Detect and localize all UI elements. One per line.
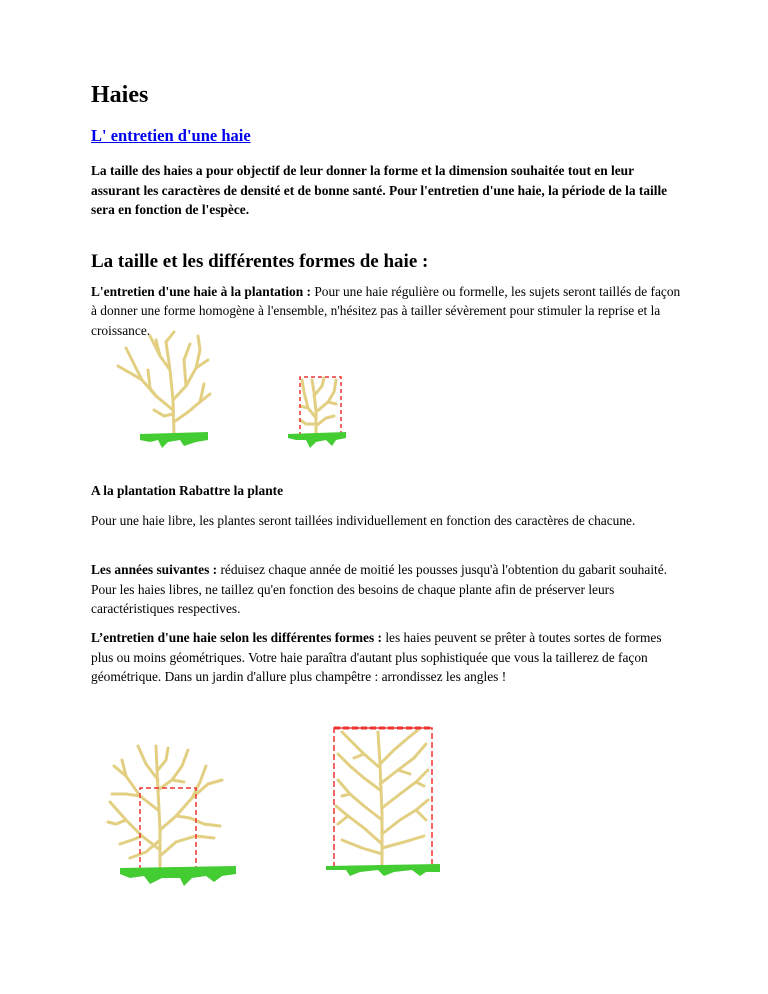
ground-strip (288, 432, 346, 448)
page-title: Haies (91, 82, 149, 108)
plant-branches (118, 332, 210, 434)
pruned-plant-illustration (286, 372, 348, 448)
free-hedge-illustration (96, 740, 240, 886)
paragraph-shapes (91, 628, 681, 687)
paragraph-planting-text: Pour une haie régulière ou formelle, les sujets seront taillés de façon à donner une forme homogène à l'ensemble, n'hésitez pas à tailler sévèrement pour stimuler la reprise et la croissance. (91, 283, 681, 338)
cut-guide-line (140, 788, 196, 870)
paragraph-shapes-text: les haies peuvent se prêter à toutes sortes de formes plus ou moins géométriques. Votre haie paraîtra d'autant plus sophistiquée que vous la taillerez de façon géométrique. Dans un jardin d'allure plus champêtre : arrondissez les angles ! (91, 630, 662, 684)
paragraph-shapes-label: L’entretien d'une haie selon les différentes formes : (91, 630, 382, 645)
paragraph-planting-label: L'entretien d'une haie à la plantation : (91, 283, 311, 299)
ground-strip (140, 432, 208, 448)
paragraph-free-hedge: Pour une haie libre, les plantes seront taillées individuellement en fonction des caractères de chacune. (91, 513, 636, 528)
ground-strip (120, 866, 236, 886)
ground-strip (326, 864, 440, 876)
young-plant-illustration (104, 330, 214, 448)
figure-caption (91, 481, 681, 501)
paragraph-planting (91, 262, 681, 340)
plant-branches (300, 378, 336, 434)
paragraph-following-years-text: réduisez chaque année de moitié les pousses jusqu'à l'obtention du gabarit souhaité. Pour les haies libres, ne taillez qu'en fonction des besoins de chaque plante afin de préserver leurs caractéristiques respectives. (91, 562, 668, 616)
paragraph-following-years (91, 560, 681, 619)
paragraph-following-years-label: Les années suivantes : (91, 562, 218, 577)
plant-branches (336, 730, 428, 864)
plant-branches (108, 746, 222, 870)
hedge-maintenance-link[interactable]: L' entretien d'une haie (91, 126, 251, 145)
section-title: La taille et les différentes formes de haie : (91, 251, 429, 272)
figure-caption-text: A la plantation Rabattre la plante (91, 483, 284, 498)
intro-paragraph: La taille des haies a pour objectif de leur donner la forme et la dimension souhaitée tout en leur assurant les caractères de densité et de bonne santé. Pour l'entretien d'une haie, la période de la taille sera en fonction de l'espèce. (91, 163, 668, 217)
formal-hedge-illustration (324, 724, 442, 876)
